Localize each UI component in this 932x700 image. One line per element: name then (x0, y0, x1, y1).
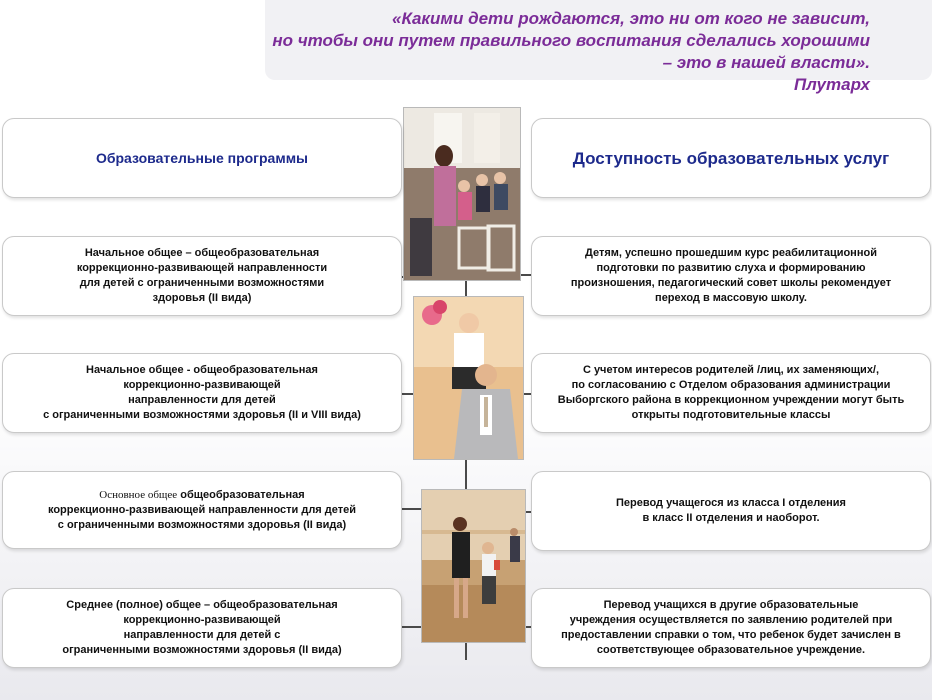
program-text-line: с ограниченными возможностями здоровья (II вида) (57, 518, 347, 531)
dance-hall-photo (421, 489, 526, 643)
program-text-line: с ограниченными возможностями здоровья (II и VIII вида) (43, 409, 361, 421)
quote-author: Плутарх (793, 75, 870, 94)
service-text-line: подготовки по развитию слуха и формированию (596, 262, 866, 274)
program-text-line: Среднее (полное) общее – общеобразовательная (66, 599, 338, 611)
service-text-line: по согласованию с Отделом образования администрации (571, 379, 891, 391)
classroom-event-photo (403, 107, 521, 281)
program-card-basic-II (2, 471, 402, 549)
service-text-line: С учетом интересов родителей /лиц, их заменяющих/, (582, 364, 880, 376)
program-text-line (48, 488, 356, 503)
service-text-line: в класс II отделения и наоборот. (642, 512, 820, 524)
program-level-prefix: Основное общее (99, 488, 178, 501)
program-text-line: направленности для детей (128, 394, 276, 406)
service-text-line: открыты подготовительные классы (631, 409, 831, 421)
program-text-line: Начальное общее – общеобразовательная (84, 247, 320, 259)
service-text-line: произношения, педагогический совет школы рекомендует (570, 277, 892, 289)
program-card-primary-II-VIII (2, 353, 402, 433)
program-text-line: коррекционно-развивающей (123, 379, 281, 391)
service-text-line: Выборгского района в коррекционном учреждении могут быть (557, 394, 905, 406)
service-text-line: учреждения осуществляется по заявлению родителей при (569, 614, 893, 626)
program-text-line: ограниченными возможностями здоровья (II вида) (62, 644, 342, 656)
program-card-primary-II (2, 236, 402, 316)
service-card-department-transfer (531, 471, 931, 551)
service-text-line: Детям, успешно прошедшим курс реабилитационной (585, 247, 877, 259)
service-card-preparatory-classes (531, 353, 931, 433)
service-availability-header (531, 118, 931, 198)
service-text-line: Перевод учащегося из класса I отделения (616, 497, 846, 509)
boy-lifting-girl-photo (413, 296, 524, 460)
service-card-other-schools-transfer (531, 588, 931, 668)
quote-line: «Какими дети рождаются, это ни от кого не зависит, (392, 9, 870, 28)
quote-line: – это в нашей власти». (662, 53, 870, 72)
program-text-line: для детей с ограниченными возможностями (79, 277, 325, 289)
educational-programs-header (2, 118, 402, 198)
quote-line: но чтобы они путем правильного воспитания сделались хорошими (272, 31, 870, 50)
service-availability-title: Доступность образовательных услуг (572, 148, 890, 168)
educational-programs-title: Образовательные программы (95, 149, 309, 166)
program-text-line: направленности для детей с (123, 629, 281, 641)
program-text-line: коррекционно-развивающей (123, 614, 281, 626)
service-text-line: предоставлении справки о том, что ребенок будет зачислен в (561, 629, 901, 641)
service-card-mainstream-transfer (531, 236, 931, 316)
service-text-line: Перевод учащихся в другие образовательные (603, 599, 859, 611)
service-text-line: переход в массовую школу. (655, 292, 807, 304)
program-text-line: коррекционно-развивающей направленности для детей (47, 503, 357, 516)
program-text-line: здоровья (II вида) (152, 292, 252, 304)
program-card-secondary-II (2, 588, 402, 668)
plutarch-quote (210, 8, 870, 96)
program-text-line: коррекционно-развивающей направленности (76, 262, 328, 274)
program-text-fragment: общеобразовательная (180, 488, 305, 501)
service-text-line: соответствующее образовательное учреждение. (596, 644, 866, 656)
program-text-line: Начальное общее - общеобразовательная (86, 364, 318, 376)
